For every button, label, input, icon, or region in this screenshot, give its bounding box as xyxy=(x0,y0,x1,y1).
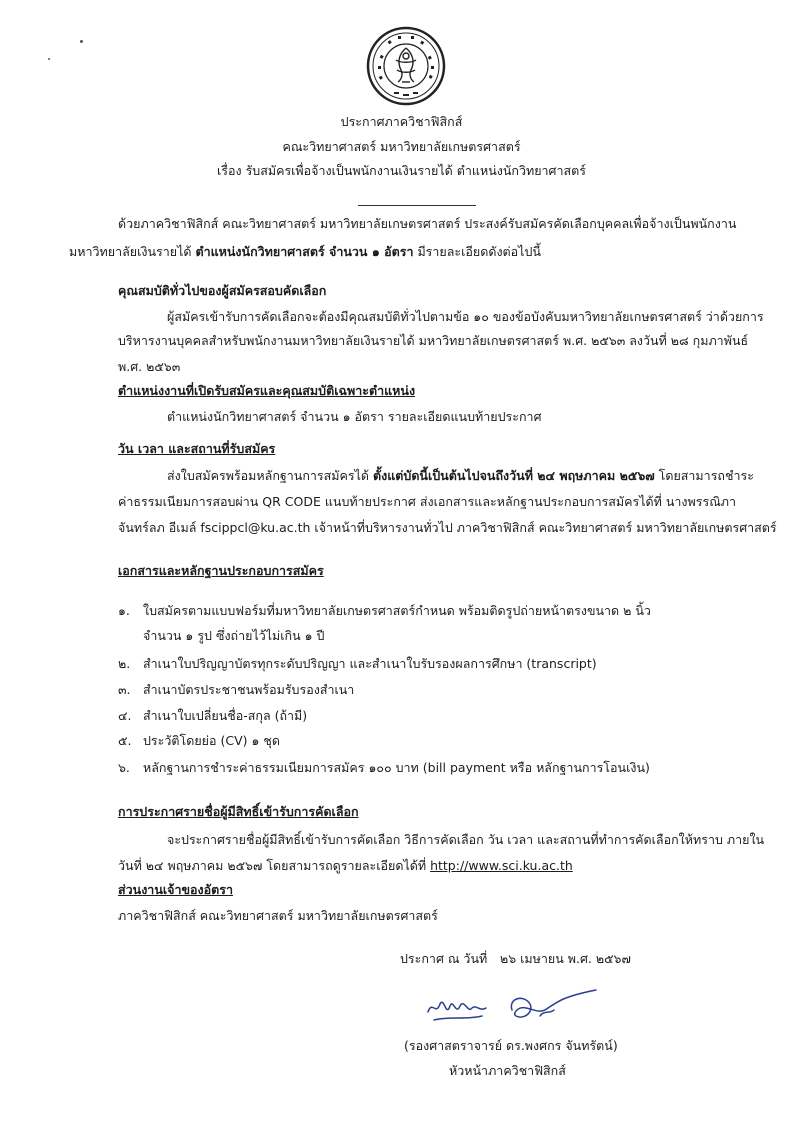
intro-line-1: ด้วยภาควิชาฟิสิกส์ คณะวิทยาศาสตร์ มหาวิทยาลัยเกษตรศาสตร์ ประสงค์รับสมัครคัดเลือกบุคคลเพื่อจ้างเป็นพนักงาน xyxy=(118,216,737,231)
website-link[interactable]: http://www.sci.ku.ac.th xyxy=(430,858,573,873)
document-item-number: ๔. xyxy=(118,708,132,723)
document-item-number: ๖. xyxy=(118,760,130,775)
section-application-period-line-1: ส่งใบสมัครพร้อมหลักฐานการสมัครได้ ตั้งแต่บัดนี้เป็นต้นไปจนถึงวันที่ ๒๔ พฤษภาคม ๒๕๖๗ โดยสามารถชำระ xyxy=(167,468,754,483)
section-qualifications-heading: คุณสมบัติทั่วไปของผู้สมัครสอบคัดเลือก xyxy=(118,283,327,298)
document-item-number: ๓. xyxy=(118,682,131,697)
document-item-text: สำเนาใบเปลี่ยนชื่อ-สกุล (ถ้ามี) xyxy=(143,708,308,723)
document-item-number: ๒. xyxy=(118,656,131,671)
section-owner-line-1: ภาควิชาฟิสิกส์ คณะวิทยาศาสตร์ มหาวิทยาลัยเกษตรศาสตร์ xyxy=(118,908,438,923)
document-item-text: ใบสมัครตามแบบฟอร์มที่มหาวิทยาลัยเกษตรศาสตร์กำหนด พร้อมติดรูปถ่ายหน้าตรงขนาด ๒ นิ้ว xyxy=(143,603,651,618)
section-qualifications-line-1: ผู้สมัครเข้ารับการคัดเลือกจะต้องมีคุณสมบัติทั่วไปตามข้อ ๑๐ ของข้อบังคับมหาวิทยาลัยเกษตรศาสตร์ ว่าด้วยการ xyxy=(167,309,764,324)
document-item-text: สำเนาบัตรประชาชนพร้อมรับรองสำเนา xyxy=(143,682,355,697)
document-item-text: หลักฐานการชำระค่าธรรมเนียมการสมัคร ๑๐๐ บาท (bill payment หรือ หลักฐานการโอนเงิน) xyxy=(143,760,650,775)
signer-title: หัวหน้าภาควิชาฟิสิกส์ xyxy=(449,1063,566,1078)
section-position-line-1: ตำแหน่งนักวิทยาศาสตร์ จำนวน ๑ อัตรา รายละเอียดแนบท้ายประกาศ xyxy=(167,409,542,424)
section-announcement-line-2: วันที่ ๒๔ พฤษภาคม ๒๕๖๗ โดยสามารถดูรายละเอียดได้ที่ http://www.sci.ku.ac.th xyxy=(118,858,573,873)
header-line-2: คณะวิทยาศาสตร์ มหาวิทยาลัยเกษตรศาสตร์ xyxy=(282,139,521,154)
university-seal-icon xyxy=(366,26,446,106)
document-item-continuation: จำนวน ๑ รูป ซึ่งถ่ายไว้ไม่เกิน ๑ ปี xyxy=(143,628,325,643)
section-application-period-line-3: จันทร์ลภ อีเมล์ fscippcl@ku.ac.th เจ้าหน้าที่บริหารงานทั่วไป ภาควิชาฟิสิกส์ คณะวิทยาศาสตร์ มหาวิทยาลัยเกษตรศาสตร์ xyxy=(118,520,777,535)
document-item-text: สำเนาใบปริญญาบัตรทุกระดับปริญญา และสำเนาใบรับรองผลการศึกษา (transcript) xyxy=(143,656,597,671)
announcement-date-value: ๒๖ เมษายน พ.ศ. ๒๕๖๗ xyxy=(500,951,631,966)
header-line-1: ประกาศภาควิชาฟิสิกส์ xyxy=(340,114,463,129)
section-position-heading: ตำแหน่งงานที่เปิดรับสมัครและคุณสมบัติเฉพาะตำแหน่ง xyxy=(118,383,416,398)
document-item-number: ๑. xyxy=(118,603,130,618)
section-announcement-heading: การประกาศรายชื่อผู้มีสิทธิ์เข้ารับการคัดเลือก xyxy=(118,804,359,819)
section-qualifications-line-3: พ.ศ. ๒๕๖๓ xyxy=(118,359,181,374)
signer-name: (รองศาสตราจารย์ ดร.พงศกร จันทรัตน์) xyxy=(404,1038,618,1053)
header-divider xyxy=(358,205,476,206)
intro-line-2: มหาวิทยาลัยเงินรายได้ ตำแหน่งนักวิทยาศาสตร์ จำนวน ๑ อัตรา มีรายละเอียดดังต่อไปนี้ xyxy=(69,244,541,259)
signature-icon xyxy=(420,986,610,1030)
document-item-number: ๕. xyxy=(118,733,132,748)
section-qualifications-line-2: บริหารงานบุคคลสำหรับพนักงานมหาวิทยาลัยเงินรายได้ มหาวิทยาลัยเกษตรศาสตร์ พ.ศ. ๒๕๖๓ ลงวันที่ ๒๘ กุมภาพันธ์ xyxy=(118,333,749,348)
section-documents-heading: เอกสารและหลักฐานประกอบการสมัคร xyxy=(118,563,324,578)
section-application-period-line-2: ค่าธรรมเนียมการสอบผ่าน QR CODE แนบท้ายประกาศ ส่งเอกสารและหลักฐานประกอบการสมัครได้ที่ นางพรรณิภา xyxy=(118,494,737,509)
document-item-text: ประวัติโดยย่อ (CV) ๑ ชุด xyxy=(143,733,280,748)
section-announcement-line-1: จะประกาศรายชื่อผู้มีสิทธิ์เข้ารับการคัดเลือก วิธีการคัดเลือก วัน เวลา และสถานที่ทำการคัดเลือกให้ทราบ ภายใน xyxy=(167,832,765,847)
header-line-3: เรื่อง รับสมัครเพื่อจ้างเป็นพนักงานเงินรายได้ ตำแหน่งนักวิทยาศาสตร์ xyxy=(217,163,586,178)
section-application-period-heading: วัน เวลา และสถานที่รับสมัคร xyxy=(118,441,276,456)
section-owner-heading: ส่วนงานเจ้าของอัตรา xyxy=(118,882,233,897)
announcement-date-label: ประกาศ ณ วันที่ xyxy=(400,951,488,966)
